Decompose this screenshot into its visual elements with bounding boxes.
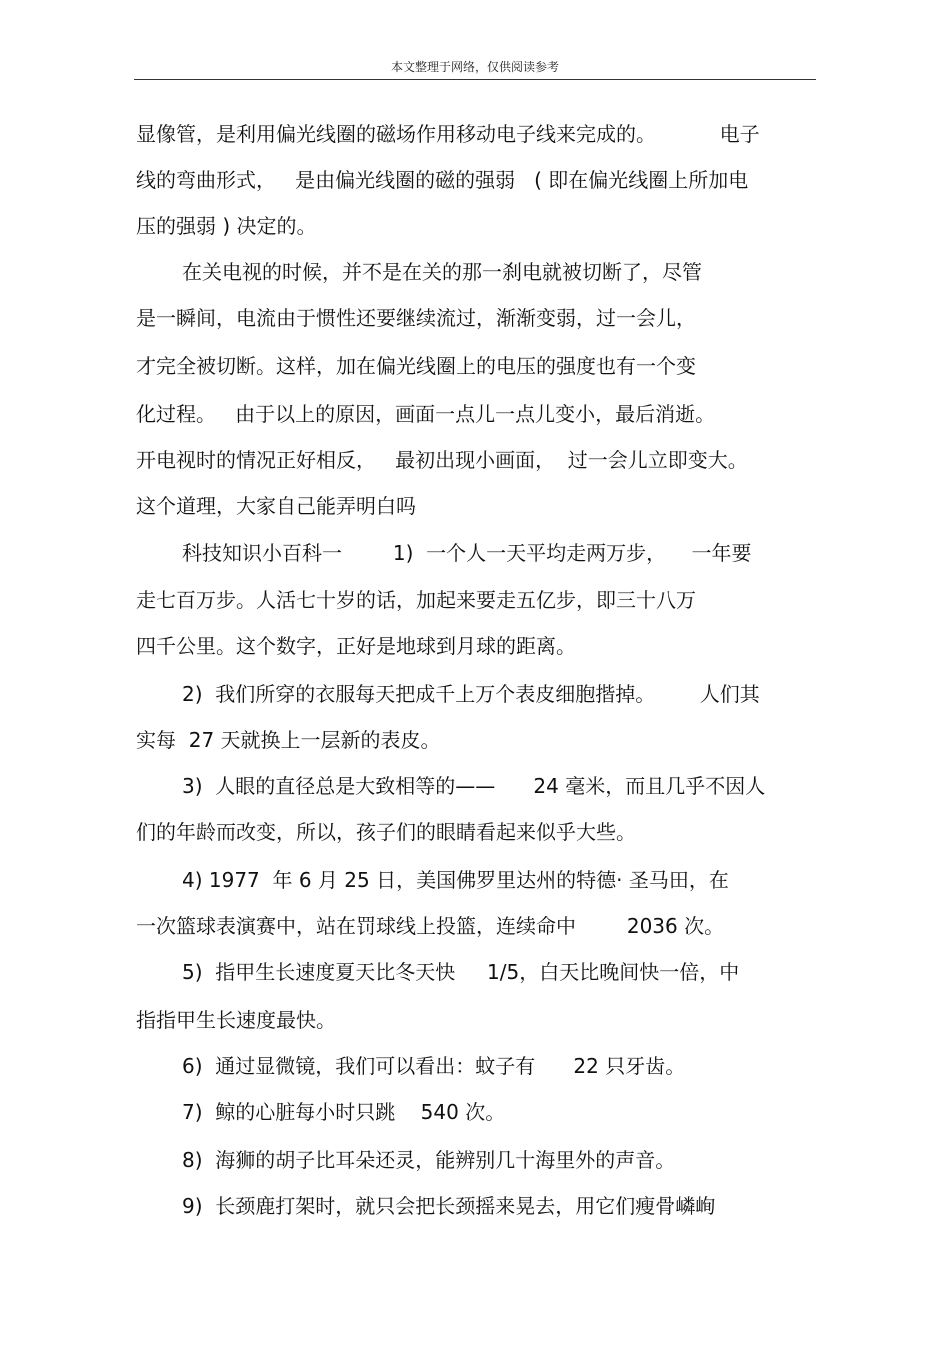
text-line: 化过程。 由于以上的原因，画面一点儿一点儿变小，最后消逝。 bbox=[136, 402, 716, 426]
text-line: 3) 人眼的直径总是大致相等的—— 24 毫米，而且几乎不因人 bbox=[182, 774, 766, 798]
text-line: 走七百万步。人活七十岁的话，加起来要走五亿步，即三十八万 bbox=[136, 588, 696, 612]
page-header-note: 本文整理于网络，仅供阅读参考 bbox=[390, 60, 559, 74]
text-line: 实每 27 天就换上一层新的表皮。 bbox=[136, 728, 441, 752]
text-line: 4) 1977 年 6 月 25 日，美国佛罗里达州的特德· 圣马田，在 bbox=[182, 868, 729, 892]
text-line: 压的强弱 ) 决定的。 bbox=[136, 214, 317, 238]
text-line: 2) 我们所穿的衣服每天把成千上万个表皮细胞揩掉。 人们其 bbox=[182, 682, 760, 706]
text-line: 才完全被切断。这样，加在偏光线圈上的电压的强度也有一个变 bbox=[136, 354, 696, 378]
text-line: 显像管，是利用偏光线圈的磁场作用移动电子线来完成的。 电子 bbox=[136, 122, 760, 146]
text-line: 7) 鲸的心脏每小时只跳 540 次。 bbox=[182, 1100, 506, 1124]
text-line: 一次篮球表演赛中，站在罚球线上投篮，连续命中 2036 次。 bbox=[136, 914, 725, 938]
text-line: 6) 通过显微镜，我们可以看出：蚊子有 22 只牙齿。 bbox=[182, 1054, 686, 1078]
text-line: 指指甲生长速度最快。 bbox=[136, 1008, 336, 1032]
text-line: 在关电视的时候，并不是在关的那一刹电就被切断了，尽管 bbox=[182, 260, 702, 284]
text-line: 8) 海狮的胡子比耳朵还灵，能辨别几十海里外的声音。 bbox=[182, 1148, 676, 1172]
text-line: 这个道理，大家自己能弄明白吗 bbox=[136, 494, 416, 518]
text-line: 5) 指甲生长速度夏天比冬天快 1/5，白天比晚间快一倍，中 bbox=[182, 960, 740, 984]
text-line: 四千公里。这个数字，正好是地球到月球的距离。 bbox=[136, 634, 576, 658]
text-line: 线的弯曲形式， 是由偏光线圈的磁的强弱 ( 即在偏光线圈上所加电 bbox=[136, 168, 749, 192]
text-line: 9) 长颈鹿打架时，就只会把长颈摇来晃去，用它们瘦骨嶙峋 bbox=[182, 1194, 716, 1218]
text-line: 开电视时的情况正好相反， 最初出现小画面， 过一会儿立即变大。 bbox=[136, 448, 748, 472]
text-line: 科技知识小百科一 1) 一个人一天平均走两万步， 一年要 bbox=[182, 541, 752, 565]
text-line: 是一瞬间，电流由于惯性还要继续流过，渐渐变弱，过一会儿， bbox=[136, 306, 696, 330]
text-line: 们的年龄而改变，所以，孩子们的眼睛看起来似乎大些。 bbox=[136, 820, 636, 844]
